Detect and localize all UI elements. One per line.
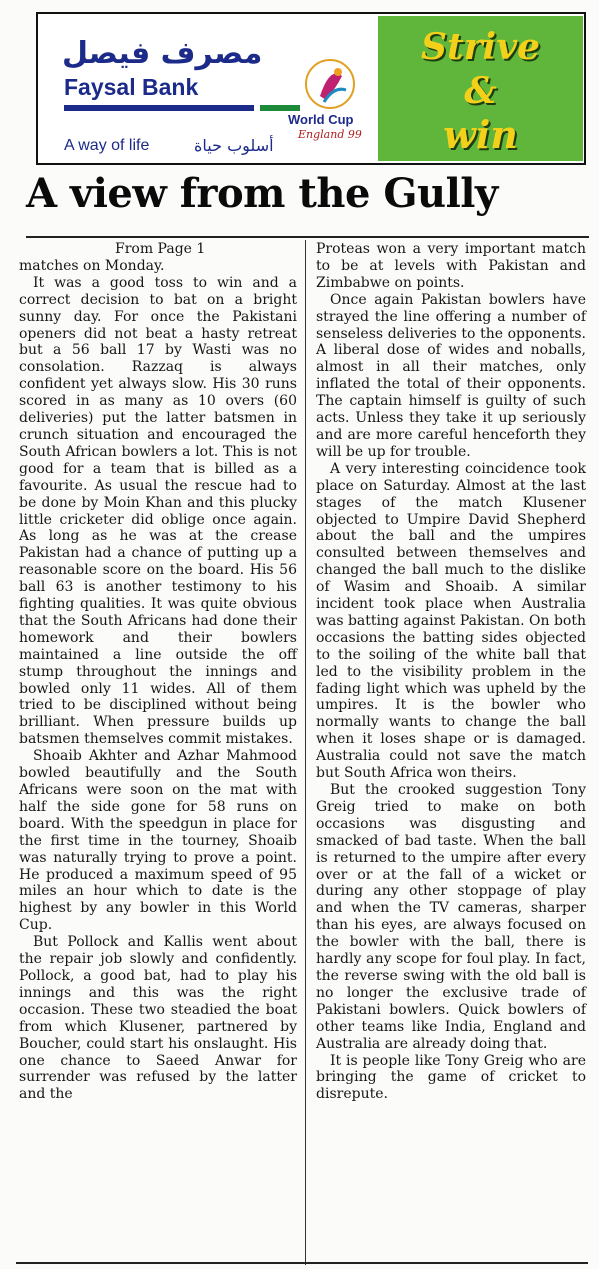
jump-line: From Page 1	[115, 241, 206, 257]
ad-slogan-panel	[378, 16, 583, 161]
slogan-ampersand: &	[464, 70, 497, 112]
paragraph: A very interesting coincidence took place on Saturday. Almost at the last stages of the match Klusener objected to Umpire David Shepherd about the ball and the umpires consulted between themselves and changed the ball much to the dislike of Wasim and Shoaib. A similar incident took place when Australia was batting against Pakistan. On both occasions the batting sides objected to the soiling of the white ball that led to the visibility problem in the fading light which was upheld by the umpires. It is the bowler who normally wants to change the ball when it loses shape or is damaged. Australia could not save the match but South Africa won theirs.	[316, 460, 586, 782]
world-cup-logo-sub: England 99	[298, 128, 362, 141]
slogan-strive: Strive	[420, 26, 541, 68]
bank-tagline-arabic: أسلوب حياة	[194, 136, 274, 155]
bank-name: Faysal Bank	[64, 74, 199, 100]
paragraph: But the crooked suggestion Tony Greig tried to make on both occasions was disgusting and smacked of bad taste. When the ball is returned to the umpire after every over or at the fall of a wicket or during any other stoppage of play and when the TV cameras, sharper than his eyes, are always focused on the bowler with the ball, there is hardly any scope for foul play. In fact, the reverse swing with the old ball is no longer the exclusive trade of Pakistani bowlers. Quick bowlers of other teams like India, England and Australia are already doing that.	[316, 782, 586, 1052]
article-headline: A view from the Gully	[26, 170, 498, 217]
paragraph: It is people like Tony Greig who are bringing the game of cricket to disrepute.	[316, 1052, 586, 1103]
paragraph: Shoaib Akhter and Azhar Mahmood bowled beautifully and the South Africans were soon on the mat with half the side gone for 58 runs on board. With the speedgun in place for the first time in the tourney, Shoaib was naturally trying to prove a point. He produced a maximum speed of 95 miles an hour which to date is the highest by any bowler in this World Cup.	[19, 748, 297, 934]
paragraph: Once again Pakistan bowlers have strayed the line offering a number of senseless deliveries to the opponents. A liberal dose of wides and noballs, almost in all their matches, only inflated the total of their opponents. The captain himself is guilty of such acts. Unless they take it up seriously and are more careful henceforth they will be up for trouble.	[316, 291, 586, 460]
faysal-bank-advertisement	[36, 12, 586, 165]
bank-name-arabic: مصرف فيصل	[62, 36, 263, 71]
bank-tagline: A way of life	[64, 137, 150, 154]
paragraph: It was a good toss to win and a correct decision to bat on a bright sunny day. For once the Pakistani openers did not beat a hasty retreat but a 56 ball 17 by Wasti was no consolation. Razzaq is always confident yet always slow. His 30 runs scored in as many as 10 overs (60 deliveries) put the latter batsmen in crunch situation and encouraged the South African bowlers a lot. This is not good for a team that is billed as a favourite. As usual the rescue had to be done by Moin Khan and this plucky little cricketer did oblige once again. As long as he was at the crease Pakistan had a chance of putting up a reasonable score on the board. His 56 ball 63 is another testimony to his fighting qualities. It was quite obvious that the South Africans had done their homework and their bowlers maintained a line outside the off stump throughout the innings and bowled only 11 wides. All of them tried to be disciplined without being brilliant. When pressure builds up batsmen themselves commit mistakes.	[19, 274, 297, 748]
headline-rule	[26, 236, 589, 238]
ad-brand-panel	[40, 16, 380, 161]
column-divider	[305, 240, 306, 1265]
article-column-right	[316, 241, 586, 1103]
paragraph: matches on Monday.	[19, 257, 165, 274]
paragraph: But Pollock and Kallis went about the repair job slowly and confidently. Pollock, a good bat, had to play his innings and this was the right occasion. These two steadied the boat from which Klusener, partnered by Boucher, could start his onslaught. His one chance to Saeed Anwar for surrender was refused by the latter and the	[19, 934, 297, 1103]
brand-stripe	[64, 105, 254, 111]
paragraph: Proteas won a very important match to be at levels with Pakistan and Zimbabwe on points.	[316, 241, 586, 291]
world-cup-logo-text: World Cup	[288, 112, 354, 127]
article-column-left	[19, 241, 297, 1103]
bottom-rule	[16, 1262, 588, 1264]
slogan-win: win	[443, 112, 518, 157]
